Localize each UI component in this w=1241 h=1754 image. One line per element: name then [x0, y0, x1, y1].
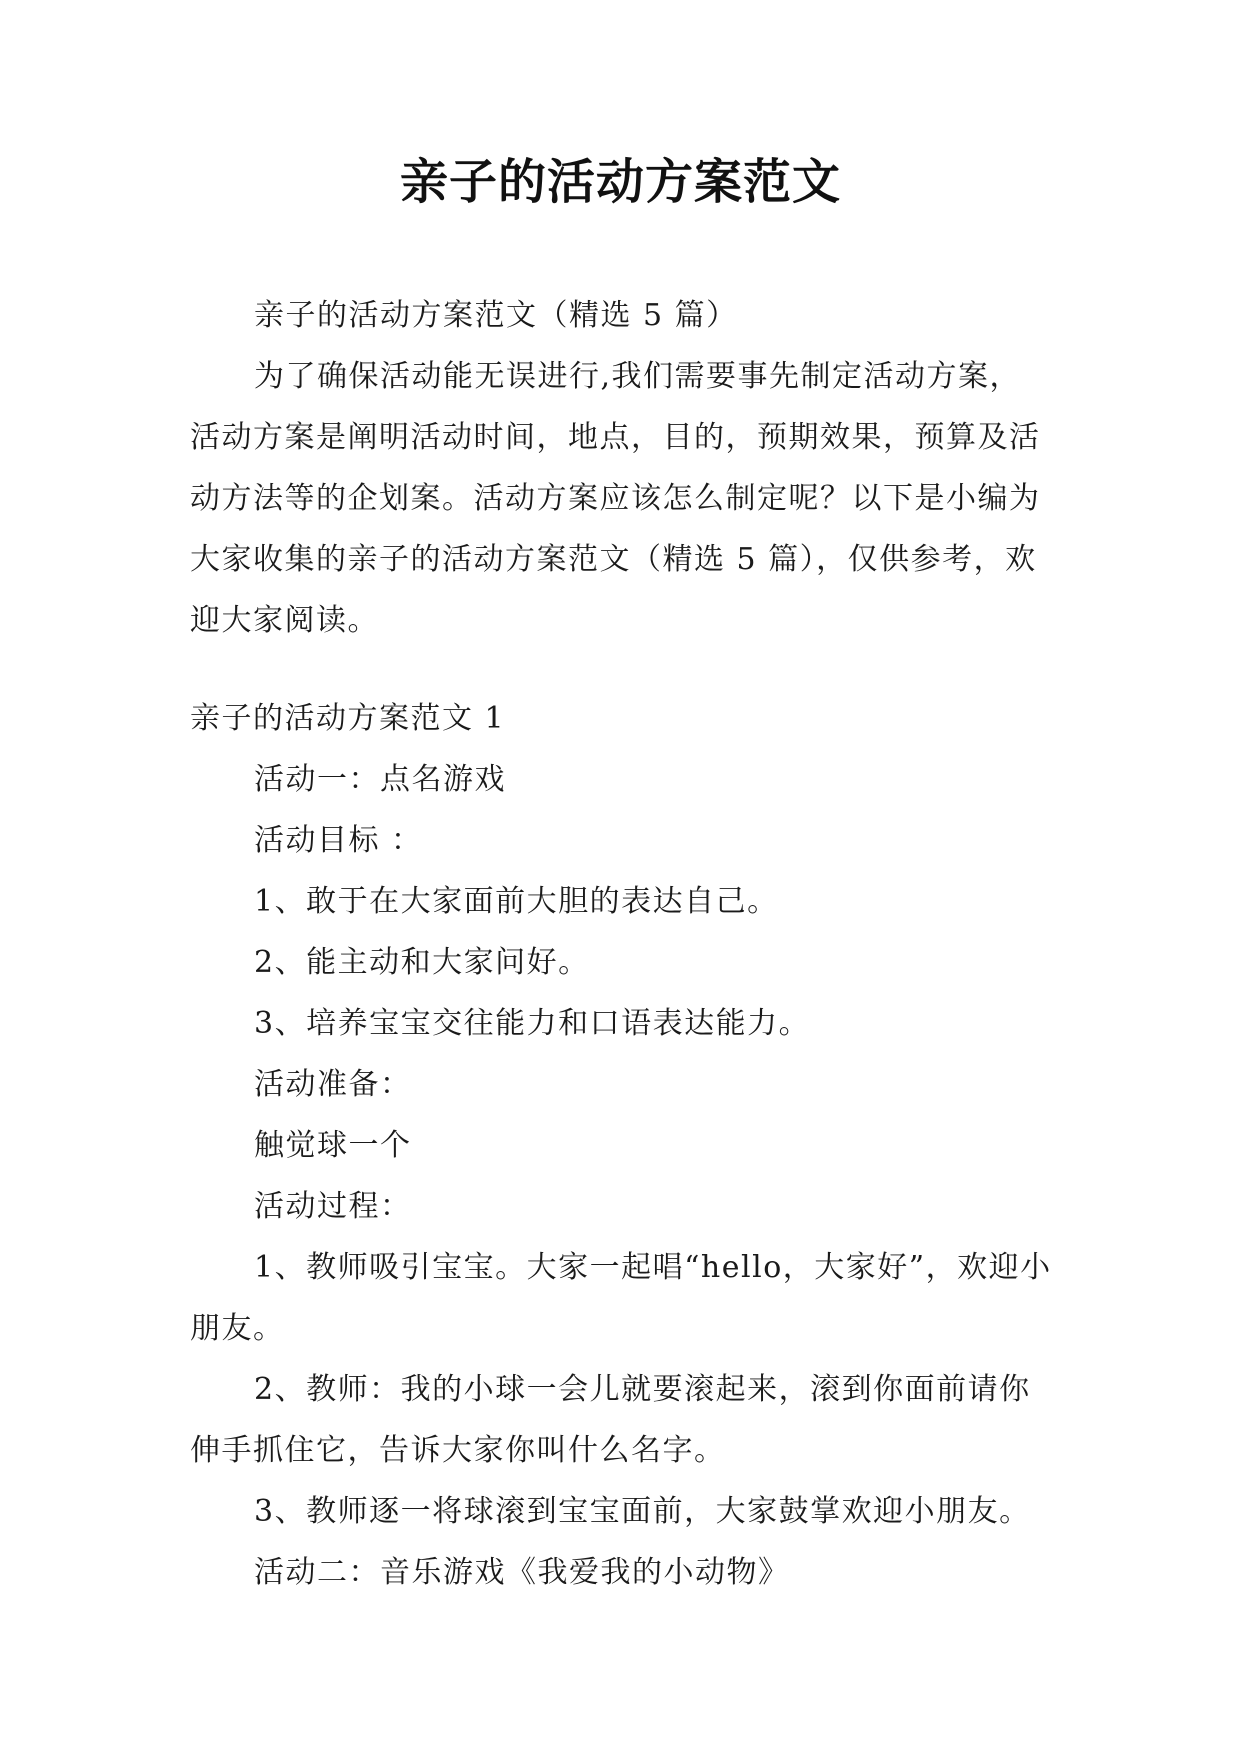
- goal-label: 活动目标 ：: [254, 823, 423, 858]
- process-step-2: 2、教师：我的小球一会儿就要滚起来，滚到你面前请你伸手抓住它，告诉大家你叫什么名字。: [190, 1372, 1031, 1468]
- prep-label: 活动准备：: [254, 1067, 412, 1102]
- process-label: 活动过程：: [254, 1189, 412, 1224]
- activity-two-title: 活动二：音乐游戏《我爱我的小动物》: [254, 1555, 790, 1590]
- activity-one-title: 活动一：点名游戏: [254, 762, 506, 797]
- goal-item-3: 3、培养宝宝交往能力和口语表达能力。: [254, 1006, 811, 1041]
- document-title: 亲子的活动方案范文: [399, 154, 841, 210]
- section-heading: 亲子的活动方案范文 1: [190, 701, 506, 736]
- process-step-3: 3、教师逐一将球滚到宝宝面前，大家鼓掌欢迎小朋友。: [254, 1494, 1031, 1529]
- goal-item-1: 1、敢于在大家面前大胆的表达自己。: [254, 884, 779, 919]
- subtitle-line: 亲子的活动方案范文（精选 5 篇）: [254, 298, 738, 333]
- goal-item-2: 2、能主动和大家问好。: [254, 945, 590, 980]
- section-1: [190, 688, 1052, 1603]
- intro-block: [190, 285, 1052, 651]
- prep-item: 触觉球一个: [254, 1128, 412, 1163]
- intro-paragraph: 为了确保活动能无误进行,我们需要事先制定活动方案，活动方案是阐明活动时间，地点，目的，预期效果，预算及活动方法等的企划案。活动方案应该怎么制定呢？以下是小编为大家收集的亲子的活动方案范文（精选 5 篇），仅供参考，欢迎大家阅读。: [190, 359, 1041, 638]
- process-step-1: 1、教师吸引宝宝。大家一起唱“hello，大家好”，欢迎小朋友。: [190, 1250, 1052, 1346]
